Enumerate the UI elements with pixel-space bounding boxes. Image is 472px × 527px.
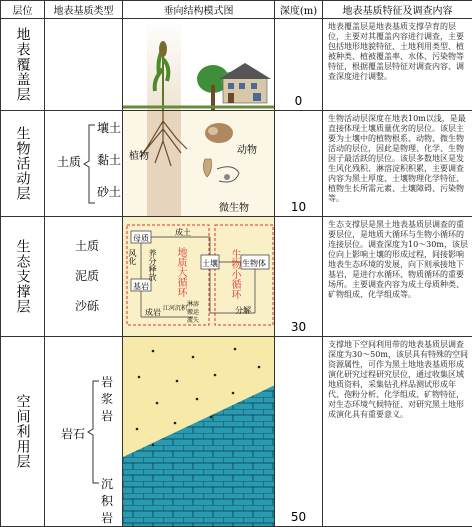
layer-name: 生态支撑层 [13,239,33,314]
type-cell [45,19,123,111]
table-row [1,19,472,111]
type-item: 砂土 [97,183,121,200]
diagram-cycle [123,217,275,337]
type-item: 黏土 [97,151,121,168]
feature-text: 生态支撑层是黑土地表基质层调查的重要层位，是地质大循环与生物小循环的连接层位。调查深度为10～30m，该层位向上影响土壤的形成过程，间接影响地表生态环境的发展，向下则承接地下基岩，是进行水循环、物质循环的重要场所。主要调查内容为成土母质种类、矿物组成、化学组成等。 [323,217,472,337]
diagram-bio [123,111,275,217]
type-cell [45,111,123,217]
type-item: 沉积岩 [101,475,122,526]
rock-forming-label: 成岩 [145,307,161,318]
diagram-rock [123,337,275,527]
plants-label: 植物 [129,147,149,162]
transport-label: 搬运 [187,307,199,316]
brace-icon [83,121,97,207]
nutrient-label: 养分释放 [147,249,158,281]
microbes-label: 微生物 [219,199,249,214]
depth-value: 30 [275,320,322,334]
layer-name: 地表覆盖层 [13,27,33,102]
soil-forming-label: 成土 [175,227,191,238]
leaching-label: 淋溶 [187,299,199,308]
header-features: 地表基质特征及调查内容 [323,1,472,19]
header-depth: 深度(m) [275,1,323,19]
type-item: 沙砾 [75,297,99,314]
cover-illustration [123,19,275,111]
feature-text: 地表覆盖层是地表基质支撑孕育的层位，主要对其覆盖内容进行调查，主要包括地形地貌特征、土地利用类型、植被种类、植被覆盖率、水体、污染物等特征，根据覆盖层特征对调查内容、调查深度进行调整。 [323,19,472,111]
header-model: 垂向结构模式图 [123,1,275,19]
depth-value: 10 [275,200,322,214]
rock-illustration [123,337,275,527]
header-row [1,1,472,19]
type-cell [45,217,123,337]
layer-name: 空间利用层 [13,394,33,469]
bio-cycle-label: 生物小循环 [227,249,242,299]
type-main: 岩石 [61,425,85,442]
type-main: 土质 [57,153,81,170]
depth-value: 50 [275,510,322,524]
root-illustration [123,111,275,217]
type-item: 土质 [75,237,99,254]
river-sediment-label: 江河沉积 [163,303,187,312]
table-row [1,337,472,527]
header-layer: 层位 [1,1,45,19]
type-item: 岩浆岩 [101,373,122,424]
layer-name: 生物活动层 [13,126,33,201]
decompose-label: 分解 [235,305,251,316]
bug-icon [203,159,211,177]
type-item: 泥质 [75,267,99,284]
diagram-cover [123,19,275,111]
header-type: 地表基质类型 [45,1,123,19]
house-icon [219,63,271,103]
bedrock-label: 基岩 [133,281,149,292]
organism-label: 生物体 [242,258,266,269]
table-row [1,111,472,217]
animals-label: 动物 [237,141,257,156]
rock-strata [123,385,275,527]
depth-value: 0 [275,94,322,108]
weathering-label: 风化 [127,249,138,265]
parent-label: 母质 [133,233,149,244]
type-cell [45,337,123,527]
brace-icon [87,377,101,487]
type-item: 壤土 [97,119,121,136]
table-row [1,217,472,337]
feature-text: 支撑地下空间利用带的地表基质层调查深度为30～50m，该层具有特殊的空间资源属性，可作为黑土地地表基质形成演化研究过程研究层位，通过收集区域地质资料，采集钻孔样品测试形成年代、孢粉分析、化学组成、矿物特征，对生态环境气候特征、对研究黑土地形成演化具有重要意义。 [323,337,472,527]
plant-icon [155,41,169,111]
loss-label: 流失 [187,315,199,324]
soil-label: 土壤 [202,258,218,269]
feature-text: 生物活动层深度在地表10m以浅，是最直接体现土壤质量优劣的层位。该层主要为土壤中的植物根系、动物、微生物活动的层位，因此是物理、化学、生物因子最活跃的层位。该层多数地区是发生风化残积、淋溶淀积积累，主要调查内容为黑土厚度、土壤物理化学特征、植物生长所需元素、土壤障碍、污染物等。 [323,111,472,217]
geo-cycle-label: 地质大循环 [173,247,188,297]
